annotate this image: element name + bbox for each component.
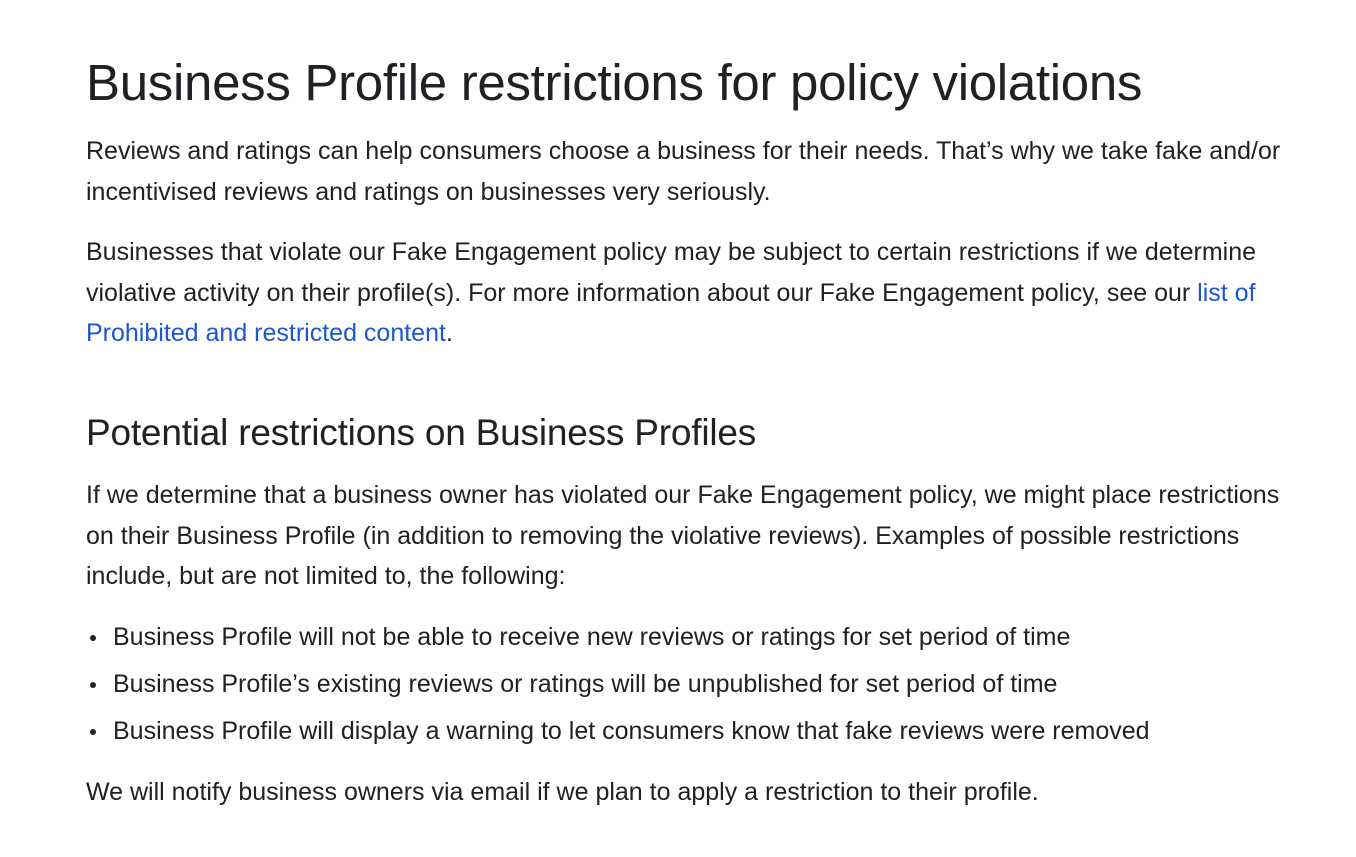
closing-paragraph: We will notify business owners via email if we plan to apply a restriction to their profile.: [86, 778, 1039, 806]
bullet-icon: [90, 682, 96, 688]
intro-paragraph: Reviews and ratings can help consumers choose a business for their needs. That’s why we take fake and/or incentivised reviews and ratings on businesses very seriously.: [86, 137, 1281, 206]
list-item-text: Business Profile will not be able to receive new reviews or ratings for set period of time: [113, 623, 1071, 651]
policy-paragraph-text: Businesses that violate our Fake Engagement policy may be subject to certain restrictions if we determine violative activity on their profile(s). For more information about our Fake Engagement policy, see our: [86, 238, 1257, 307]
list-item-text: Business Profile’s existing reviews or ratings will be unpublished for set period of time: [113, 670, 1058, 698]
list-item: [86, 661, 1306, 708]
restrictions-list: [86, 614, 1306, 755]
policy-paragraph: [86, 232, 1286, 354]
bullet-icon: [90, 635, 96, 641]
section-heading: Potential restrictions on Business Profiles: [86, 412, 757, 453]
page-title: Business Profile restrictions for policy violations: [86, 54, 1143, 111]
prohibited-content-link[interactable]: list of Prohibited and restricted content: [86, 278, 1256, 347]
list-item: [86, 614, 1306, 661]
list-item-text: Business Profile will display a warning to let consumers know that fake reviews were removed: [113, 717, 1150, 745]
section-paragraph: If we determine that a business owner has violated our Fake Engagement policy, we might place restrictions on their Business Profile (in addition to removing the violative reviews). Examples of possible restrictions include, but are not limited to, the following:: [86, 481, 1280, 590]
policy-paragraph-end: .: [445, 319, 453, 347]
bullet-icon: [90, 729, 96, 735]
list-item: [86, 708, 1306, 755]
